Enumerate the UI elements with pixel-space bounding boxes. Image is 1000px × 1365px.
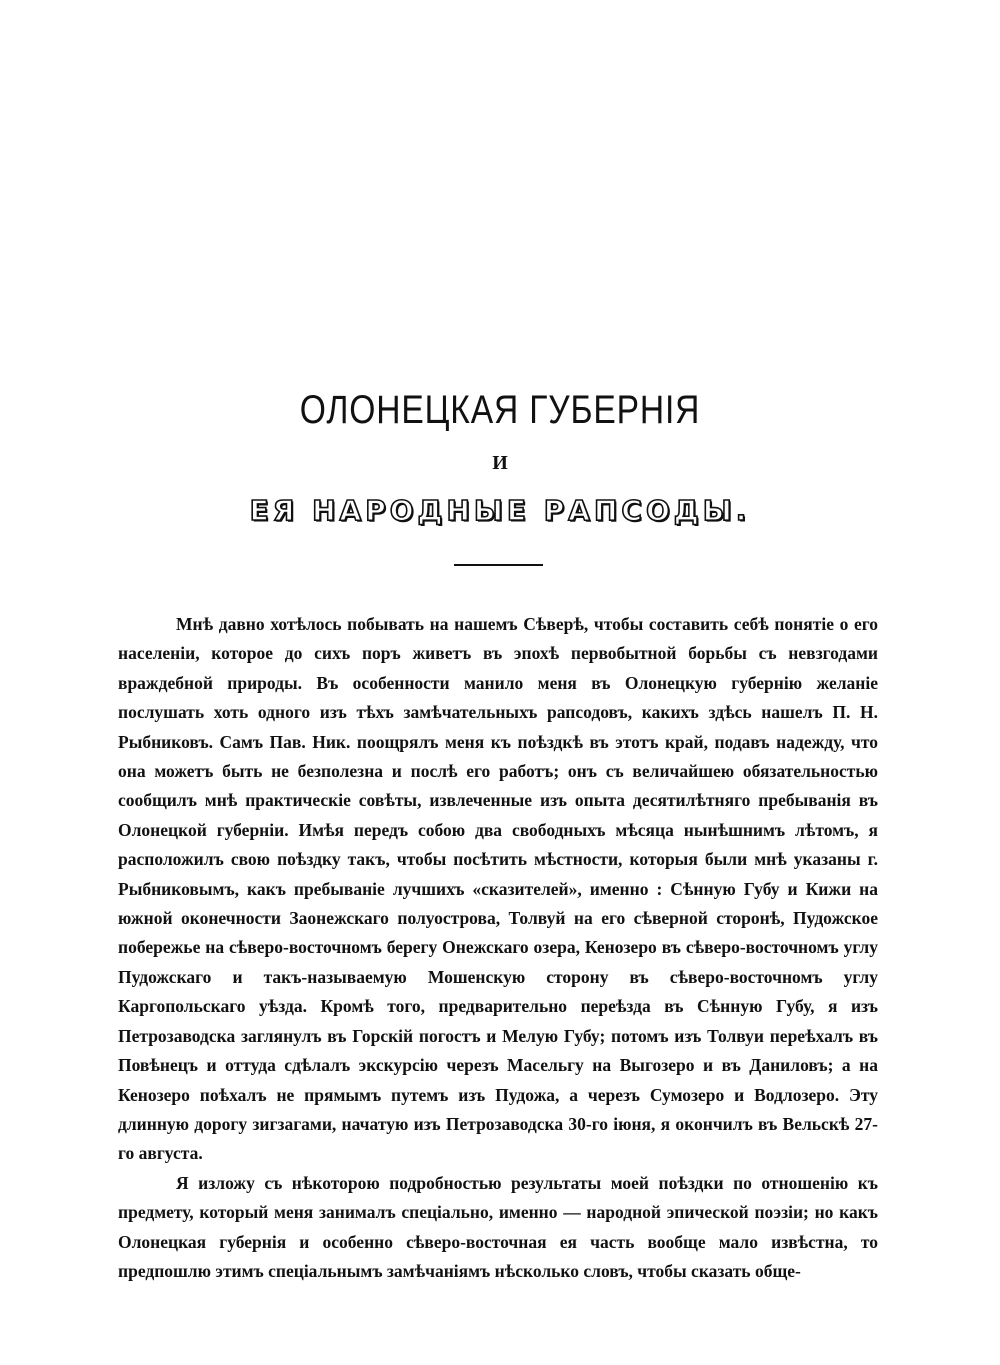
chapter-subtitle: ЕЯ НАРОДНЫЕ РАПСОДЫ. xyxy=(249,494,751,527)
chapter-title: ОЛОНЕЦКАЯ ГУБЕРНІЯ xyxy=(299,388,701,432)
section-divider xyxy=(454,564,543,566)
title-conjunction: И xyxy=(492,452,508,474)
paragraph-2: Я изложу съ нѣкоторою подробностью результаты моей поѣздки по отношенію къ предмету, который меня занималъ спеціально, именно — народной эпической поэзіи; но какъ Олонецкая губернія и особенно сѣверо-восточная ея часть вообще мало извѣстна, то предпошлю этимъ спеціальнымъ замѣчаніямъ нѣсколько словъ, чтобы сказать обще- xyxy=(118,1172,878,1281)
body-text xyxy=(118,610,878,1286)
paragraph-1: Мнѣ давно хотѣлось побывать на нашемъ Сѣверѣ, чтобы составить себѣ понятіе о его населеніи, которое до сихъ поръ живетъ въ эпохѣ первобытной борьбы съ невзгодами враждебной природы. Въ особенности манило меня въ Олонецкую губернію желаніе послушать хоть одного изъ тѣхъ замѣчательныхъ рапсодовъ, какихъ здѣсь нашелъ П. Н. Рыбниковъ. Самъ Пав. Ник. поощрялъ меня къ поѣздкѣ въ этотъ край, подавъ надежду, что она можетъ быть не безполезна и послѣ его работъ; онъ съ величайшею обязательностью сообщилъ мнѣ практическіе совѣты, извлеченные изъ опыта десятилѣтняго пребыванія въ Олонецкой губерніи. Имѣя передъ собою два свободныхъ мѣсяца нынѣшнимъ лѣтомъ, я расположилъ свою поѣздку такъ, чтобы посѣтить мѣстности, которыя были мнѣ указаны г. Рыбниковымъ, какъ пребываніе лучшихъ «сказителей», именно : Сѣнную Губу и Кижи на южной оконечности Заонежскаго полуострова, Толвуй на его сѣверной сторонѣ, Пудожское побережье на сѣверо-восточномъ берегу Онежскаго озера, Кенозеро въ сѣверо-восточномъ углу Пудожскаго и такъ-называемую Мошенскую сторону въ сѣверо-восточномъ углу Каргопольскаго уѣзда. Кромѣ того, предварительно переѣзда въ Сѣнную Губу, я изъ Петрозаводска заглянулъ въ Горскій погостъ и Мелую Губу; потомъ изъ Толвуи переѣхалъ въ Повѣнецъ и оттуда сдѣлалъ экскурсію черезъ Масельгу на Выгозеро и въ Даниловъ; а на Кенозеро поѣхалъ не прямымъ путемъ изъ Пудожа, а черезъ Сумозеро и Водлозеро. Эту длинную дорогу зигзагами, начатую изъ Петрозаводска 30-го іюня, я окончилъ въ Вельскѣ 27-го августа. xyxy=(118,614,878,1164)
